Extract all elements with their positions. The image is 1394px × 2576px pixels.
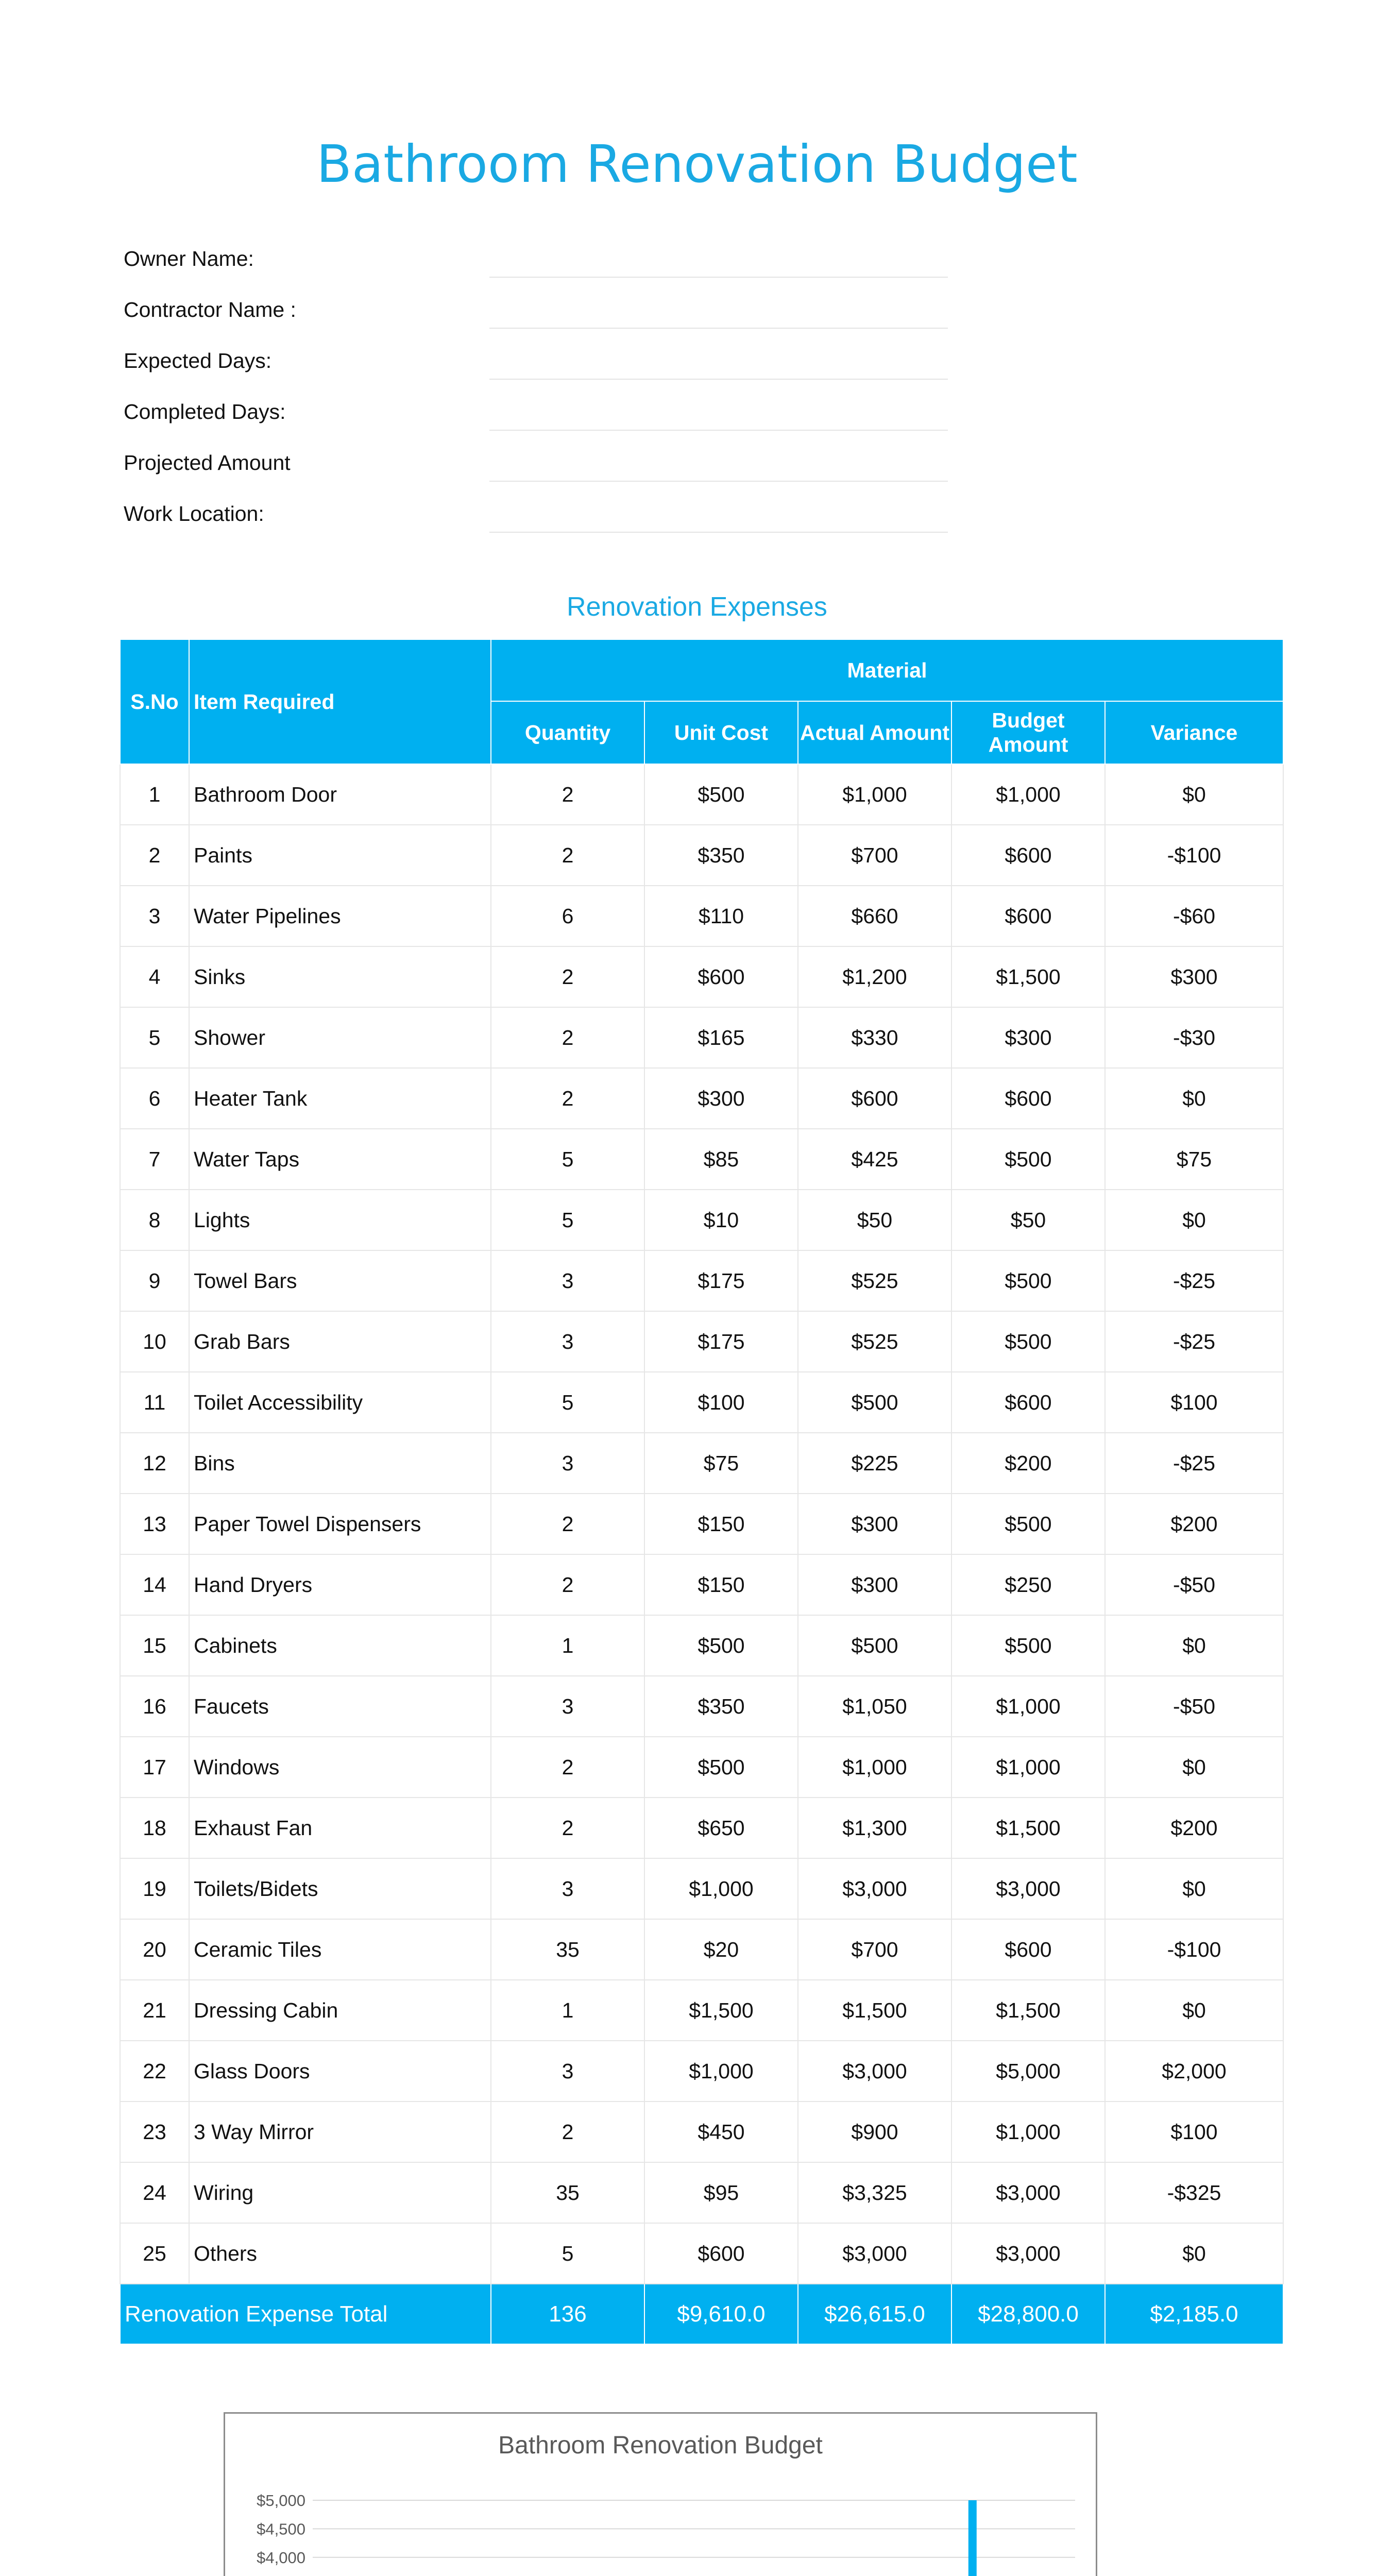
cell-quantity: 2 bbox=[491, 1068, 644, 1129]
cell-item: Cabinets bbox=[189, 1615, 491, 1676]
cell-sno: 20 bbox=[120, 1919, 189, 1980]
cell-actual-amount: $330 bbox=[798, 1007, 951, 1068]
cell-actual-amount: $3,000 bbox=[798, 2223, 951, 2284]
cell-sno: 3 bbox=[120, 886, 189, 946]
header-sno: S.No bbox=[120, 639, 189, 764]
cell-variance: $0 bbox=[1105, 1980, 1283, 2041]
cell-actual-amount: $3,325 bbox=[798, 2162, 951, 2223]
expenses-body bbox=[120, 764, 1283, 2284]
cell-item: Exhaust Fan bbox=[189, 1798, 491, 1858]
cell-quantity: 2 bbox=[491, 1798, 644, 1858]
cell-item: Paints bbox=[189, 825, 491, 886]
cell-sno: 24 bbox=[120, 2162, 189, 2223]
table-row bbox=[120, 1068, 1283, 1129]
cell-budget-amount: $600 bbox=[951, 1372, 1105, 1433]
cell-budget-amount: $500 bbox=[951, 1311, 1105, 1372]
table-row bbox=[120, 1433, 1283, 1494]
cell-unit-cost: $450 bbox=[644, 2102, 798, 2162]
cell-quantity: 3 bbox=[491, 1311, 644, 1372]
cell-item: Ceramic Tiles bbox=[189, 1919, 491, 1980]
cell-sno: 4 bbox=[120, 946, 189, 1007]
cell-sno: 5 bbox=[120, 1007, 189, 1068]
header-variance: Variance bbox=[1105, 701, 1283, 764]
header-budget-amount: Budget Amount bbox=[951, 701, 1105, 764]
cell-variance: $0 bbox=[1105, 1068, 1283, 1129]
cell-actual-amount: $600 bbox=[798, 1068, 951, 1129]
header-unit-cost: Unit Cost bbox=[644, 701, 798, 764]
total-variance: $2,185.0 bbox=[1105, 2284, 1283, 2344]
cell-variance: -$325 bbox=[1105, 2162, 1283, 2223]
total-quantity: 136 bbox=[491, 2284, 644, 2344]
cell-quantity: 2 bbox=[491, 946, 644, 1007]
cell-budget-amount: $1,500 bbox=[951, 946, 1105, 1007]
cell-unit-cost: $600 bbox=[644, 2223, 798, 2284]
table-row bbox=[120, 1858, 1283, 1919]
cell-unit-cost: $350 bbox=[644, 1676, 798, 1737]
cell-budget-amount: $1,500 bbox=[951, 1980, 1105, 2041]
cell-variance: -$60 bbox=[1105, 886, 1283, 946]
cell-quantity: 6 bbox=[491, 886, 644, 946]
cell-unit-cost: $1,000 bbox=[644, 1858, 798, 1919]
cell-variance: -$25 bbox=[1105, 1250, 1283, 1311]
cell-item: Windows bbox=[189, 1737, 491, 1798]
cell-variance: -$50 bbox=[1105, 1554, 1283, 1615]
cell-item: Others bbox=[189, 2223, 491, 2284]
projected-amount-label: Projected Amount bbox=[124, 451, 291, 474]
cell-sno: 13 bbox=[120, 1494, 189, 1554]
cell-budget-amount: $600 bbox=[951, 1919, 1105, 1980]
cell-unit-cost: $165 bbox=[644, 1007, 798, 1068]
cell-unit-cost: $85 bbox=[644, 1129, 798, 1190]
cell-sno: 11 bbox=[120, 1372, 189, 1433]
info-row-contractor bbox=[124, 291, 968, 342]
info-row-projected-amount bbox=[124, 444, 968, 495]
cell-budget-amount: $1,500 bbox=[951, 1798, 1105, 1858]
cell-unit-cost: $500 bbox=[644, 1615, 798, 1676]
cell-unit-cost: $300 bbox=[644, 1068, 798, 1129]
cell-sno: 10 bbox=[120, 1311, 189, 1372]
info-row-work-location bbox=[124, 495, 968, 546]
cell-quantity: 2 bbox=[491, 2102, 644, 2162]
cell-item: Towel Bars bbox=[189, 1250, 491, 1311]
cell-variance: -$50 bbox=[1105, 1676, 1283, 1737]
expenses-table bbox=[120, 639, 1284, 2345]
cell-sno: 16 bbox=[120, 1676, 189, 1737]
cell-quantity: 3 bbox=[491, 1433, 644, 1494]
info-row-completed-days bbox=[124, 393, 968, 444]
table-row bbox=[120, 1250, 1283, 1311]
cell-budget-amount: $1,000 bbox=[951, 2102, 1105, 2162]
cell-budget-amount: $250 bbox=[951, 1554, 1105, 1615]
cell-unit-cost: $20 bbox=[644, 1919, 798, 1980]
cell-unit-cost: $175 bbox=[644, 1311, 798, 1372]
cell-variance: -$25 bbox=[1105, 1433, 1283, 1494]
cell-quantity: 1 bbox=[491, 1980, 644, 2041]
cell-unit-cost: $150 bbox=[644, 1494, 798, 1554]
projected-amount-field[interactable] bbox=[489, 481, 948, 482]
info-fields bbox=[124, 240, 968, 546]
cell-sno: 12 bbox=[120, 1433, 189, 1494]
contractor-name-field[interactable] bbox=[489, 328, 948, 329]
cell-actual-amount: $900 bbox=[798, 2102, 951, 2162]
y-tick-label: $4,000 bbox=[257, 2548, 305, 2567]
cell-budget-amount: $50 bbox=[951, 1190, 1105, 1250]
cell-variance: $0 bbox=[1105, 1858, 1283, 1919]
total-budget-amount: $28,800.0 bbox=[951, 2284, 1105, 2344]
header-quantity: Quantity bbox=[491, 701, 644, 764]
cell-quantity: 3 bbox=[491, 1250, 644, 1311]
total-unit-cost: $9,610.0 bbox=[644, 2284, 798, 2344]
cell-item: Grab Bars bbox=[189, 1311, 491, 1372]
cell-item: Water Pipelines bbox=[189, 886, 491, 946]
cell-variance: $100 bbox=[1105, 2102, 1283, 2162]
cell-actual-amount: $50 bbox=[798, 1190, 951, 1250]
cell-item: Hand Dryers bbox=[189, 1554, 491, 1615]
cell-budget-amount: $300 bbox=[951, 1007, 1105, 1068]
table-row bbox=[120, 2223, 1283, 2284]
table-row bbox=[120, 2041, 1283, 2102]
cell-budget-amount: $3,000 bbox=[951, 2223, 1105, 2284]
cell-sno: 14 bbox=[120, 1554, 189, 1615]
budget-chart bbox=[224, 2412, 1097, 2576]
cell-actual-amount: $300 bbox=[798, 1494, 951, 1554]
cell-sno: 17 bbox=[120, 1737, 189, 1798]
cell-unit-cost: $650 bbox=[644, 1798, 798, 1858]
cell-quantity: 2 bbox=[491, 1007, 644, 1068]
cell-budget-amount: $3,000 bbox=[951, 1858, 1105, 1919]
cell-quantity: 35 bbox=[491, 2162, 644, 2223]
document-title: Bathroom Renovation Budget bbox=[316, 134, 1078, 194]
cell-item: Paper Towel Dispensers bbox=[189, 1494, 491, 1554]
cell-sno: 9 bbox=[120, 1250, 189, 1311]
chart-title: Bathroom Renovation Budget bbox=[498, 2432, 823, 2459]
cell-actual-amount: $500 bbox=[798, 1615, 951, 1676]
table-row bbox=[120, 1372, 1283, 1433]
contractor-name-label: Contractor Name : bbox=[124, 298, 296, 321]
cell-unit-cost: $75 bbox=[644, 1433, 798, 1494]
owner-name-field[interactable] bbox=[489, 277, 948, 278]
cell-variance: $0 bbox=[1105, 764, 1283, 825]
cell-item: Wiring bbox=[189, 2162, 491, 2223]
cell-actual-amount: $3,000 bbox=[798, 1858, 951, 1919]
table-row bbox=[120, 946, 1283, 1007]
cell-budget-amount: $600 bbox=[951, 886, 1105, 946]
cell-actual-amount: $500 bbox=[798, 1372, 951, 1433]
cell-unit-cost: $10 bbox=[644, 1190, 798, 1250]
cell-item: 3 Way Mirror bbox=[189, 2102, 491, 2162]
cell-actual-amount: $1,000 bbox=[798, 1737, 951, 1798]
table-row bbox=[120, 2102, 1283, 2162]
cell-variance: $300 bbox=[1105, 946, 1283, 1007]
cell-item: Sinks bbox=[189, 946, 491, 1007]
chart-canvas bbox=[225, 2414, 1096, 2576]
cell-sno: 23 bbox=[120, 2102, 189, 2162]
table-row bbox=[120, 886, 1283, 946]
cell-quantity: 5 bbox=[491, 1372, 644, 1433]
cell-variance: $0 bbox=[1105, 1190, 1283, 1250]
table-row bbox=[120, 1919, 1283, 1980]
cell-item: Heater Tank bbox=[189, 1068, 491, 1129]
cell-unit-cost: $1,000 bbox=[644, 2041, 798, 2102]
table-row bbox=[120, 825, 1283, 886]
cell-quantity: 3 bbox=[491, 1676, 644, 1737]
cell-sno: 21 bbox=[120, 1980, 189, 2041]
table-row bbox=[120, 1554, 1283, 1615]
cell-unit-cost: $600 bbox=[644, 946, 798, 1007]
cell-quantity: 35 bbox=[491, 1919, 644, 1980]
cell-actual-amount: $425 bbox=[798, 1129, 951, 1190]
cell-actual-amount: $300 bbox=[798, 1554, 951, 1615]
cell-sno: 6 bbox=[120, 1068, 189, 1129]
cell-variance: $200 bbox=[1105, 1494, 1283, 1554]
cell-actual-amount: $1,050 bbox=[798, 1676, 951, 1737]
table-row bbox=[120, 1311, 1283, 1372]
cell-quantity: 2 bbox=[491, 1494, 644, 1554]
cell-quantity: 1 bbox=[491, 1615, 644, 1676]
cell-sno: 2 bbox=[120, 825, 189, 886]
cell-unit-cost: $175 bbox=[644, 1250, 798, 1311]
cell-variance: -$30 bbox=[1105, 1007, 1283, 1068]
cell-item: Water Taps bbox=[189, 1129, 491, 1190]
cell-actual-amount: $660 bbox=[798, 886, 951, 946]
cell-actual-amount: $1,300 bbox=[798, 1798, 951, 1858]
cell-item: Toilets/Bidets bbox=[189, 1858, 491, 1919]
cell-item: Shower bbox=[189, 1007, 491, 1068]
y-tick-label: $4,500 bbox=[257, 2520, 305, 2538]
cell-unit-cost: $100 bbox=[644, 1372, 798, 1433]
table-row bbox=[120, 1980, 1283, 2041]
cell-budget-amount: $600 bbox=[951, 1068, 1105, 1129]
cell-variance: $0 bbox=[1105, 1737, 1283, 1798]
y-tick-label: $5,000 bbox=[257, 2492, 305, 2510]
total-row bbox=[120, 2284, 1283, 2344]
cell-variance: $200 bbox=[1105, 1798, 1283, 1858]
cell-actual-amount: $525 bbox=[798, 1311, 951, 1372]
header-item: Item Required bbox=[189, 639, 491, 764]
cell-actual-amount: $3,000 bbox=[798, 2041, 951, 2102]
total-actual-amount: $26,615.0 bbox=[798, 2284, 951, 2344]
header-actual-amount: Actual Amount bbox=[798, 701, 951, 764]
cell-variance: -$25 bbox=[1105, 1311, 1283, 1372]
work-location-field[interactable] bbox=[489, 532, 948, 533]
cell-sno: 25 bbox=[120, 2223, 189, 2284]
cell-budget-amount: $1,000 bbox=[951, 1737, 1105, 1798]
cell-unit-cost: $500 bbox=[644, 1737, 798, 1798]
table-row bbox=[120, 1615, 1283, 1676]
cell-budget-amount: $5,000 bbox=[951, 2041, 1105, 2102]
cell-budget-amount: $500 bbox=[951, 1250, 1105, 1311]
work-location-label: Work Location: bbox=[124, 502, 264, 526]
cell-budget-amount: $3,000 bbox=[951, 2162, 1105, 2223]
cell-unit-cost: $500 bbox=[644, 764, 798, 825]
owner-name-label: Owner Name: bbox=[124, 247, 254, 270]
cell-sno: 18 bbox=[120, 1798, 189, 1858]
cell-item: Glass Doors bbox=[189, 2041, 491, 2102]
cell-item: Bathroom Door bbox=[189, 764, 491, 825]
cell-budget-amount: $500 bbox=[951, 1129, 1105, 1190]
cell-unit-cost: $150 bbox=[644, 1554, 798, 1615]
expected-days-label: Expected Days: bbox=[124, 349, 272, 372]
section-title: Renovation Expenses bbox=[567, 592, 827, 622]
table-row bbox=[120, 1007, 1283, 1068]
cell-budget-amount: $500 bbox=[951, 1615, 1105, 1676]
cell-item: Lights bbox=[189, 1190, 491, 1250]
cell-unit-cost: $350 bbox=[644, 825, 798, 886]
cell-item: Dressing Cabin bbox=[189, 1980, 491, 2041]
cell-unit-cost: $95 bbox=[644, 2162, 798, 2223]
cell-actual-amount: $700 bbox=[798, 825, 951, 886]
cell-actual-amount: $1,500 bbox=[798, 1980, 951, 2041]
cell-variance: $2,000 bbox=[1105, 2041, 1283, 2102]
info-row-expected-days bbox=[124, 342, 968, 393]
cell-variance: $0 bbox=[1105, 2223, 1283, 2284]
expected-days-field[interactable] bbox=[489, 379, 948, 380]
cell-sno: 1 bbox=[120, 764, 189, 825]
cell-quantity: 5 bbox=[491, 2223, 644, 2284]
cell-unit-cost: $1,500 bbox=[644, 1980, 798, 2041]
cell-sno: 19 bbox=[120, 1858, 189, 1919]
cell-quantity: 2 bbox=[491, 1737, 644, 1798]
cell-variance: $0 bbox=[1105, 1615, 1283, 1676]
cell-quantity: 5 bbox=[491, 1190, 644, 1250]
cell-variance: -$100 bbox=[1105, 1919, 1283, 1980]
cell-budget-amount: $500 bbox=[951, 1494, 1105, 1554]
table-row bbox=[120, 1676, 1283, 1737]
table-row bbox=[120, 1798, 1283, 1858]
cell-budget-amount: $1,000 bbox=[951, 764, 1105, 825]
cell-quantity: 5 bbox=[491, 1129, 644, 1190]
cell-quantity: 2 bbox=[491, 825, 644, 886]
cell-variance: -$100 bbox=[1105, 825, 1283, 886]
cell-budget-amount: $600 bbox=[951, 825, 1105, 886]
total-label: Renovation Expense Total bbox=[120, 2284, 491, 2344]
completed-days-field[interactable] bbox=[489, 430, 948, 431]
cell-actual-amount: $1,000 bbox=[798, 764, 951, 825]
cell-item: Bins bbox=[189, 1433, 491, 1494]
table-row bbox=[120, 1737, 1283, 1798]
cell-variance: $75 bbox=[1105, 1129, 1283, 1190]
cell-actual-amount: $225 bbox=[798, 1433, 951, 1494]
completed-days-label: Completed Days: bbox=[124, 400, 286, 423]
table-row bbox=[120, 1190, 1283, 1250]
cell-sno: 15 bbox=[120, 1615, 189, 1676]
cell-actual-amount: $525 bbox=[798, 1250, 951, 1311]
header-material: Material bbox=[491, 639, 1283, 701]
cell-sno: 7 bbox=[120, 1129, 189, 1190]
cell-quantity: 2 bbox=[491, 1554, 644, 1615]
cell-sno: 22 bbox=[120, 2041, 189, 2102]
cell-quantity: 3 bbox=[491, 1858, 644, 1919]
cell-unit-cost: $110 bbox=[644, 886, 798, 946]
cell-actual-amount: $700 bbox=[798, 1919, 951, 1980]
table-row bbox=[120, 2162, 1283, 2223]
cell-quantity: 2 bbox=[491, 764, 644, 825]
cell-quantity: 3 bbox=[491, 2041, 644, 2102]
table-row bbox=[120, 1129, 1283, 1190]
cell-sno: 8 bbox=[120, 1190, 189, 1250]
table-row bbox=[120, 1494, 1283, 1554]
cell-item: Faucets bbox=[189, 1676, 491, 1737]
cell-actual-amount: $1,200 bbox=[798, 946, 951, 1007]
cell-budget-amount: $200 bbox=[951, 1433, 1105, 1494]
cell-variance: $100 bbox=[1105, 1372, 1283, 1433]
bar-budget bbox=[968, 2500, 977, 2576]
cell-budget-amount: $1,000 bbox=[951, 1676, 1105, 1737]
table-row bbox=[120, 764, 1283, 825]
info-row-owner bbox=[124, 240, 968, 291]
cell-item: Toilet Accessibility bbox=[189, 1372, 491, 1433]
